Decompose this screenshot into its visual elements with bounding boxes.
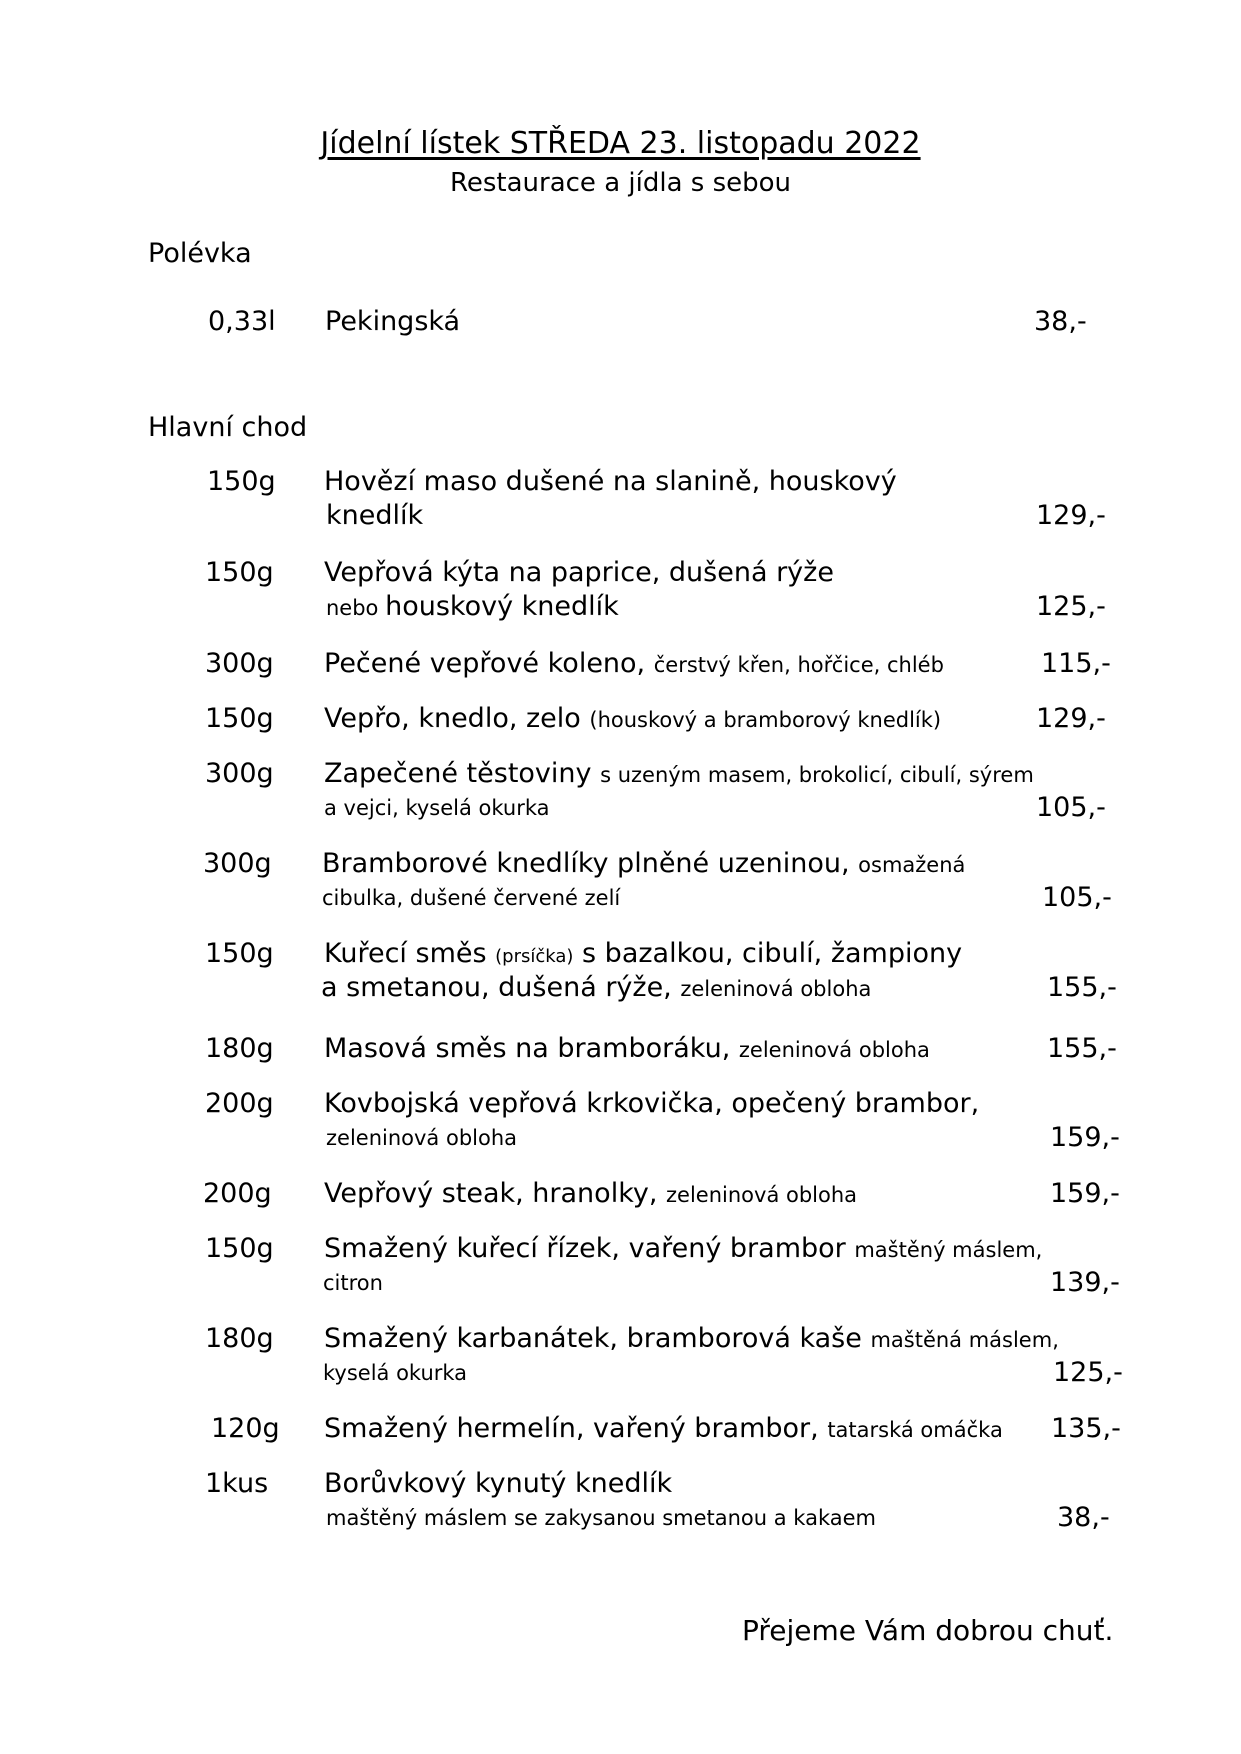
item-name — [324, 1323, 1059, 1354]
item-note: zeleninová obloha — [666, 1183, 858, 1207]
item-name: Kovbojská vepřová krkovička, opečený brambor, — [324, 1088, 980, 1119]
item-name: Vepřová kýta na paprice, dušená rýže — [324, 557, 834, 588]
menu-subtitle: Restaurace a jídla s sebou — [449, 168, 792, 198]
item-description — [326, 591, 619, 622]
item-price: 135,- — [1051, 1413, 1121, 1444]
item-description: cibulka, dušené červené zelí — [322, 886, 621, 910]
item-note: nebo — [326, 596, 386, 620]
item-name-rest: s bazalkou, cibulí, žampiony — [573, 938, 963, 969]
item-weight: 150g — [205, 557, 274, 588]
closing-message: Přejeme Vám dobrou chuť. — [742, 1614, 1114, 1647]
item-description — [321, 972, 871, 1003]
item-name-main: Vepřo, knedlo, zelo — [324, 703, 590, 734]
item-name — [324, 938, 962, 969]
item-note: zeleninová obloha — [680, 977, 872, 1001]
item-weight: 150g — [205, 703, 274, 734]
item-name — [324, 1033, 930, 1064]
item-name — [322, 848, 965, 879]
item-description: citron — [323, 1271, 383, 1295]
item-name-main: Smažený kuřecí řízek, vařený brambor — [324, 1233, 855, 1264]
item-weight: 120g — [211, 1413, 280, 1444]
section-main-heading: Hlavní chod — [148, 412, 308, 443]
item-weight: 200g — [203, 1178, 272, 1209]
item-note: osmažená — [858, 853, 966, 877]
item-name: Borůvkový kynutý knedlík — [324, 1468, 673, 1499]
section-soup-heading: Polévka — [148, 238, 252, 269]
item-note: zeleninová obloha — [738, 1038, 930, 1062]
item-weight: 150g — [205, 1233, 274, 1264]
item-name-main: Pečené vepřové koleno, — [324, 648, 654, 679]
item-name: Pekingská — [325, 306, 461, 337]
item-description: maštěný máslem se zakysanou smetanou a kakaem — [326, 1506, 877, 1530]
item-name-main: Smažený karbanátek, bramborová kaše — [324, 1323, 871, 1354]
item-name-main: Smažený hermelín, vařený brambor, — [324, 1413, 828, 1444]
item-name-main: Vepřový steak, hranolky, — [324, 1178, 667, 1209]
item-price: 125,- — [1053, 1357, 1123, 1388]
item-note-main: houskový knedlík — [385, 591, 619, 622]
item-note: tatarská omáčka — [827, 1418, 1003, 1442]
item-weight: 180g — [205, 1033, 274, 1064]
item-description: knedlík — [326, 500, 424, 531]
item-note: čerstvý křen, hořčice, chléb — [653, 653, 944, 677]
item-note: s uzeným masem, brokolicí, cibulí, sýrem — [600, 763, 1034, 787]
item-name — [324, 648, 944, 679]
item-weight: 180g — [205, 1323, 274, 1354]
item-price: 38,- — [1034, 306, 1087, 337]
item-name-main: Zapečené těstoviny — [324, 758, 601, 789]
item-price: 125,- — [1036, 591, 1106, 622]
item-name-main: Masová směs na bramboráku, — [324, 1033, 739, 1064]
item-name — [324, 1178, 857, 1209]
item-weight: 150g — [205, 938, 274, 969]
item-price: 105,- — [1036, 792, 1106, 823]
item-price: 105,- — [1042, 882, 1112, 913]
item-name — [324, 1233, 1042, 1264]
item-description: a vejci, kyselá okurka — [324, 796, 550, 820]
item-price: 38,- — [1057, 1502, 1110, 1533]
item-price: 139,- — [1050, 1267, 1120, 1298]
item-note: (prsíčka) — [495, 946, 574, 967]
item-price: 129,- — [1036, 703, 1106, 734]
item-name — [324, 703, 941, 734]
item-description: kyselá okurka — [323, 1361, 468, 1385]
item-name-main: Kuřecí směs — [324, 938, 496, 969]
item-weight: 150g — [207, 466, 276, 497]
item-price: 129,- — [1036, 500, 1106, 531]
item-note: (houskový a bramborový knedlík) — [589, 708, 942, 732]
item-price: 155,- — [1047, 1033, 1117, 1064]
item-name-main: Bramborové knedlíky plněné uzeninou, — [322, 848, 859, 879]
item-description: zeleninová obloha — [326, 1126, 518, 1150]
item-description-main: a smetanou, dušená rýže, — [321, 972, 681, 1003]
item-name: Hovězí maso dušené na slanině, houskový — [324, 466, 897, 497]
item-note: maštěná máslem, — [870, 1328, 1059, 1352]
item-weight: 200g — [205, 1088, 274, 1119]
item-name — [324, 1413, 1003, 1444]
item-weight: 300g — [205, 648, 274, 679]
item-note: maštěný máslem, — [854, 1238, 1043, 1262]
item-price: 159,- — [1050, 1122, 1120, 1153]
menu-title: Jídelní lístek STŘEDA 23. listopadu 2022 — [320, 126, 921, 161]
item-price: 159,- — [1050, 1178, 1120, 1209]
item-price: 115,- — [1041, 648, 1111, 679]
item-weight: 300g — [203, 848, 272, 879]
item-weight: 0,33l — [208, 306, 276, 337]
item-price: 155,- — [1047, 972, 1117, 1003]
item-weight: 300g — [205, 758, 274, 789]
item-weight: 1kus — [205, 1468, 269, 1499]
item-name — [324, 758, 1034, 789]
